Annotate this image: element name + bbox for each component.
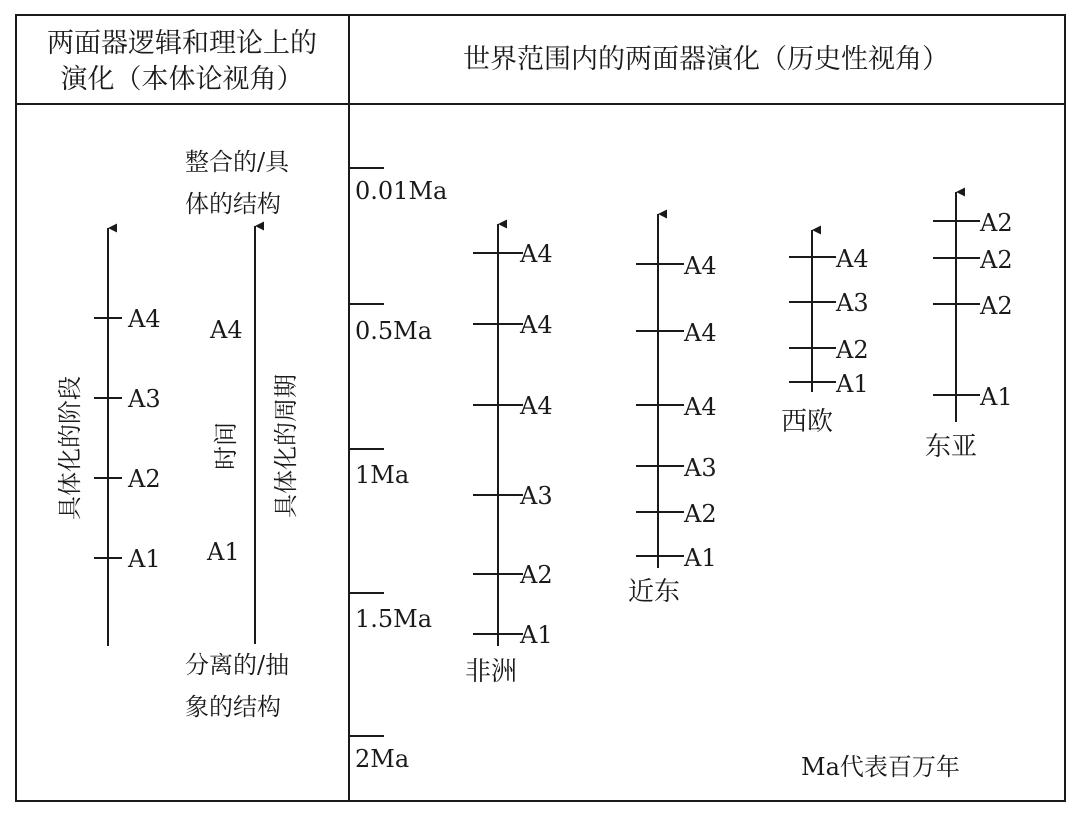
cycle-axis-label: 具体化的周期 — [272, 374, 300, 518]
near-east-stage-label: A1 — [684, 544, 717, 572]
unit-note: Ma代表百万年 — [801, 753, 960, 781]
western-europe-stage-label: A4 — [836, 245, 869, 273]
africa-stage-label: A1 — [520, 621, 553, 649]
time-tick-label: 1Ma — [355, 461, 410, 489]
stage-label: A3 — [128, 385, 161, 413]
near-east-stage-label: A4 — [684, 252, 717, 280]
africa-stage-label: A4 — [520, 311, 553, 339]
structure-bottom-line1: 分离的/抽 — [185, 651, 290, 679]
region-label-africa: 非洲 — [465, 657, 518, 687]
near-east-ticks — [636, 264, 684, 556]
time-scale — [349, 168, 384, 736]
time-tick-label: 2Ma — [355, 745, 410, 773]
africa-stage-label: A3 — [520, 482, 553, 510]
left-header-line1: 两面器逻辑和理论上的 — [47, 28, 317, 59]
region-label-near-east: 近东 — [628, 577, 681, 607]
right-header: 世界范围内的两面器演化（历史性视角） — [463, 44, 949, 75]
africa-stage-label: A4 — [520, 392, 553, 420]
near-east-stage-label: A4 — [684, 319, 717, 347]
stages-axis-label: 具体化的阶段 — [56, 376, 84, 520]
region-label-east-asia: 东亚 — [925, 432, 978, 462]
time-tick-label: 1.5Ma — [355, 605, 433, 633]
africa-stage-label: A2 — [520, 561, 553, 589]
structure-top-line1: 整合的/具 — [185, 148, 290, 176]
cycle-top-label: A4 — [210, 316, 243, 344]
time-tick-label: 0.5Ma — [355, 317, 433, 345]
structure-bottom-line2: 象的结构 — [185, 693, 281, 721]
left-header-line2: 演化（本体论视角） — [60, 64, 304, 95]
east-asia-stage-label: A2 — [980, 209, 1013, 237]
east-asia-stage-label: A1 — [980, 383, 1013, 411]
western-europe-stage-label: A3 — [836, 289, 869, 317]
cycle-bottom-label: A1 — [207, 538, 240, 566]
africa-stage-label: A4 — [520, 240, 553, 268]
east-asia-stage-label: A2 — [980, 292, 1013, 320]
region-label-western-europe: 西欧 — [781, 407, 834, 437]
near-east-stage-label: A3 — [684, 454, 717, 482]
near-east-stage-label: A4 — [684, 393, 717, 421]
time-label: 时间 — [212, 422, 240, 470]
stage-label: A4 — [128, 305, 161, 333]
time-tick-label: 0.01Ma — [355, 177, 448, 205]
stage-label: A1 — [128, 545, 161, 573]
western-europe-stage-label: A2 — [836, 336, 869, 364]
structure-top-line2: 体的结构 — [185, 190, 281, 218]
east-asia-stage-label: A2 — [980, 246, 1013, 274]
western-europe-stage-label: A1 — [836, 370, 869, 398]
near-east-stage-label: A2 — [684, 500, 717, 528]
stage-label: A2 — [128, 465, 161, 493]
